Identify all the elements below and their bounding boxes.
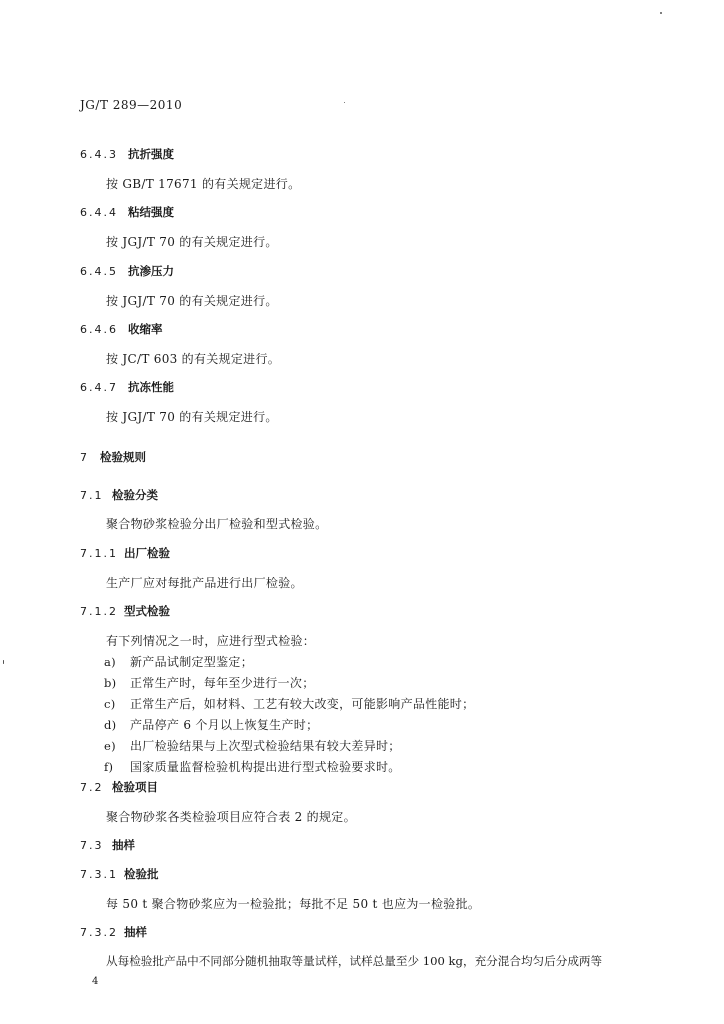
chapter-number: 7: [80, 451, 89, 464]
list-item-text: 新产品试制定型鉴定；: [130, 655, 254, 669]
section-number: 6.4.5: [80, 265, 118, 278]
section-6-4-7-text: 按 JGJ/T 70 的有关规定进行。: [106, 410, 278, 424]
list-item-label: e): [104, 739, 116, 753]
section-6-4-6-heading: [80, 321, 163, 337]
section-7-2-text: 聚合物砂浆各类检验项目应符合表 2 的规定。: [106, 810, 356, 824]
section-number: 7.1.1: [80, 547, 118, 560]
list-item-label: d): [104, 718, 117, 732]
list-item: [104, 758, 401, 775]
section-7-3-1-heading: [80, 866, 159, 882]
list-item-text: 国家质量监督检验机构提出进行型式检验要求时。: [130, 760, 401, 774]
section-title: 抗渗压力: [128, 264, 174, 278]
section-number: 7.3: [80, 839, 104, 852]
list-item-text: 产品停产 6 个月以上恢复生产时；: [130, 718, 319, 732]
section-7-1-2-heading: [80, 603, 170, 619]
section-7-3-2-text: 从每检验批产品中不同部分随机抽取等量试样，试样总量至少 100 kg，充分混合均匀后分成两等: [106, 954, 603, 968]
section-title: 收缩率: [128, 322, 163, 336]
section-6-4-3-text: 按 GB/T 17671 的有关规定进行。: [106, 177, 301, 191]
section-6-4-6-text: 按 JC/T 603 的有关规定进行。: [106, 352, 281, 366]
section-7-3-heading: [80, 837, 135, 853]
section-number: 7.3.2: [80, 926, 118, 939]
section-7-3-1-text: 每 50 t 聚合物砂浆应为一检验批；每批不足 50 t 也应为一检验批。: [106, 897, 481, 911]
section-6-4-5-heading: [80, 263, 174, 279]
scan-speck: [3, 660, 4, 664]
section-number: 7.3.1: [80, 868, 118, 881]
section-7-3-2-heading: [80, 924, 147, 940]
section-number: 7.1.2: [80, 605, 118, 618]
section-6-4-3-heading: [80, 146, 174, 162]
list-item: [104, 695, 474, 712]
section-7-1-heading: [80, 487, 158, 503]
chapter-title: 检验规则: [100, 450, 146, 464]
scan-speck: [344, 102, 345, 103]
section-title: 检验分类: [112, 488, 158, 502]
section-title: 抽样: [112, 838, 135, 852]
section-title: 抗冻性能: [128, 380, 174, 394]
section-title: 出厂检验: [124, 546, 170, 560]
section-number: 6.4.4: [80, 206, 118, 219]
section-title: 抗折强度: [128, 147, 174, 161]
section-7-1-1-text: 生产厂应对每批产品进行出厂检验。: [106, 576, 303, 590]
section-7-1-1-heading: [80, 545, 170, 561]
section-number: 6.4.6: [80, 323, 118, 336]
section-6-4-5-text: 按 JGJ/T 70 的有关规定进行。: [106, 294, 278, 308]
scan-speck: [660, 12, 662, 14]
standard-code: JG/T 289—2010: [80, 98, 183, 112]
section-title: 型式检验: [124, 604, 170, 618]
section-title: 检验批: [124, 867, 159, 881]
list-item-label: a): [104, 655, 116, 669]
section-title: 检验项目: [112, 780, 158, 794]
list-item-text: 正常生产时，每年至少进行一次；: [130, 676, 315, 690]
list-item-label: f): [104, 760, 114, 774]
list-item: [104, 653, 253, 670]
list-item: [104, 674, 315, 691]
section-6-4-4-heading: [80, 204, 174, 220]
section-number: 7.2: [80, 781, 104, 794]
section-number: 6.4.7: [80, 381, 118, 394]
section-7-1-text: 聚合物砂浆检验分出厂检验和型式检验。: [106, 517, 328, 531]
section-title: 抽样: [124, 925, 147, 939]
section-number: 6.4.3: [80, 148, 118, 161]
list-item-label: c): [104, 697, 116, 711]
page-number: 4: [92, 976, 99, 987]
list-item-label: b): [104, 676, 117, 690]
list-item-text: 正常生产后，如材料、工艺有较大改变，可能影响产品性能时；: [130, 697, 475, 711]
chapter-7-heading: [80, 449, 146, 465]
section-6-4-7-heading: [80, 379, 174, 395]
list-item: [104, 737, 401, 754]
section-7-2-heading: [80, 779, 158, 795]
section-7-1-2-intro: 有下列情况之一时，应进行型式检验：: [106, 634, 316, 648]
list-item-text: 出厂检验结果与上次型式检验结果有较大差异时；: [130, 739, 401, 753]
section-title: 粘结强度: [128, 205, 174, 219]
list-item: [104, 716, 318, 733]
section-number: 7.1: [80, 489, 104, 502]
section-6-4-4-text: 按 JGJ/T 70 的有关规定进行。: [106, 235, 278, 249]
